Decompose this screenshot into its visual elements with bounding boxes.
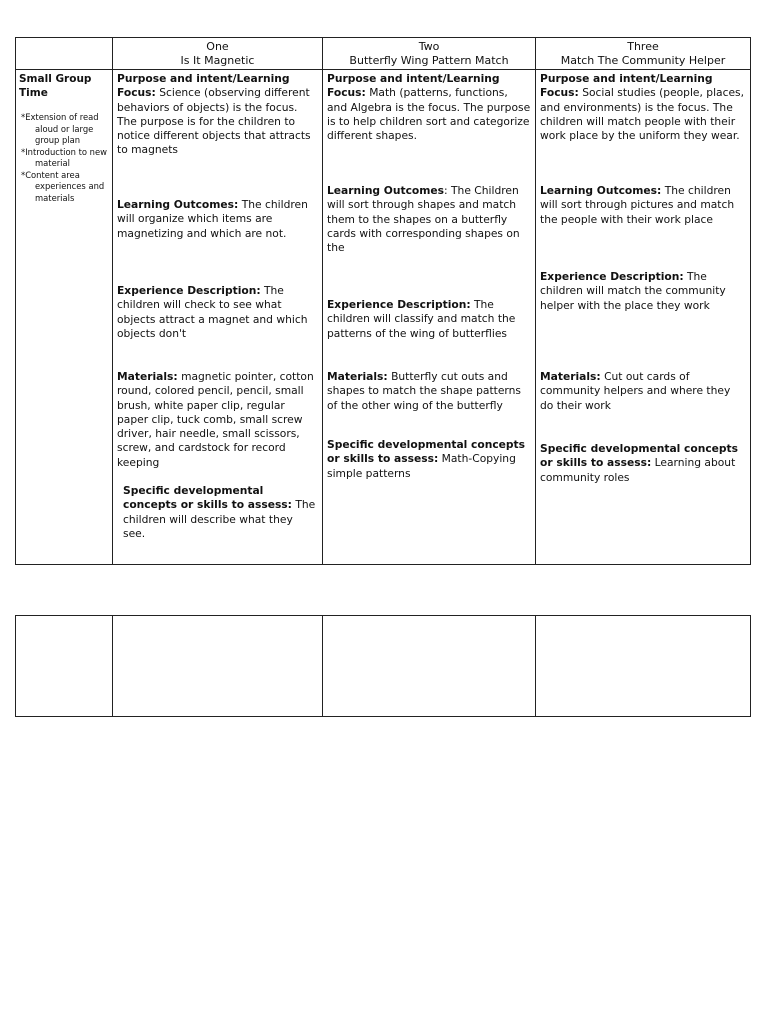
side-note: *Introduction to new material [21, 146, 107, 168]
outcomes-text: : The Children will sort through shapes and match them to the shapes on a butterfly cards with corresponding shapes on the [327, 184, 520, 255]
header-cell-one [113, 38, 323, 70]
purpose-section [327, 72, 531, 184]
experience-section [540, 270, 746, 370]
activity-title: Is It Magnetic [180, 54, 255, 67]
materials-label: Materials: [327, 370, 388, 383]
day-number: Three [627, 40, 659, 53]
outcomes-section [117, 198, 318, 284]
materials-label: Materials: [117, 370, 178, 383]
day-number: One [206, 40, 229, 53]
materials-section [540, 370, 746, 442]
materials-section [327, 370, 531, 438]
side-notes-list [19, 112, 108, 204]
blank-row [16, 616, 751, 717]
experience-label: Experience Description: [117, 284, 261, 297]
header-cell-two [323, 38, 536, 70]
outcomes-section [327, 184, 531, 298]
blank-cell [113, 616, 323, 717]
outcomes-label: Learning Outcomes [327, 184, 445, 197]
blank-cell [323, 616, 536, 717]
blank-cell [16, 616, 113, 717]
side-note: *Content area experiences and materials [21, 169, 105, 203]
blank-table [15, 615, 751, 717]
materials-text: Cut out cards of community helpers and where they do their work [540, 370, 731, 412]
experience-text: The children will classify and match the patterns of the wing of butterflies [327, 298, 516, 340]
header-cell-three [536, 38, 751, 70]
purpose-text: Math (patterns, functions, and Algebra is the focus. The purpose is to help children sort and categorize different shapes. [327, 86, 531, 143]
purpose-text: Social studies (people, places, and environments) is the focus. The children will match people with their work place by the uniform they wear. [540, 86, 745, 143]
materials-text: magnetic pointer, cotton round, colored pencil, pencil, small brush, white paper clip, regular paper clip, tuck comb, small screw driver, hair needle, small scissors, screw, and cardstock for record keeping [117, 370, 314, 469]
concepts-text: The children will describe what they see. [123, 498, 316, 540]
purpose-label: Purpose and intent/Learning Focus: [540, 72, 713, 100]
experience-label: Experience Description: [540, 270, 684, 283]
concepts-section [540, 442, 746, 485]
materials-section [117, 370, 318, 484]
concepts-text: Learning about community roles [540, 456, 736, 484]
experience-label: Experience Description: [327, 298, 471, 311]
outcomes-label: Learning Outcomes: [540, 184, 662, 197]
day-number: Two [418, 40, 440, 53]
lesson-plan-table [15, 37, 751, 565]
activity-cell-one [113, 70, 323, 565]
activity-title: Butterfly Wing Pattern Match [349, 54, 509, 67]
experience-text: The children will check to see what objects attract a magnet and which objects don't [117, 284, 308, 340]
purpose-label: Purpose and intent/Learning Focus: [117, 72, 290, 100]
activity-cell-three [536, 70, 751, 565]
purpose-text: Science (observing different behaviors of objects) is the focus. The purpose is for the children to notice different objects that attracts to magnets [117, 86, 311, 157]
side-title-line1: Small Group [19, 73, 92, 85]
materials-text: Butterfly cut outs and shapes to match the shape patterns of the other wing of the butterfly [327, 370, 521, 412]
header-corner-cell [16, 38, 113, 70]
side-note: *Extension of read aloud or large group plan [21, 112, 99, 145]
outcomes-section [540, 184, 746, 270]
experience-section [327, 298, 531, 370]
outcomes-label: Learning Outcomes: [117, 198, 239, 211]
experience-text: The children will match the community helper with the place they work [540, 270, 726, 312]
header-row [16, 38, 751, 70]
concepts-label: Specific developmental concepts or skills to assess: [123, 484, 292, 512]
side-title-line2: Time [19, 87, 48, 99]
outcomes-text: The children will sort through pictures and match the people with their work place [540, 184, 735, 226]
small-group-row [16, 70, 751, 565]
purpose-section [117, 72, 318, 198]
experience-section [117, 284, 318, 370]
materials-label: Materials: [540, 370, 601, 383]
concepts-section [117, 484, 318, 541]
concepts-section [327, 438, 531, 481]
activity-title: Match The Community Helper [560, 54, 726, 67]
concepts-text: Math-Copying simple patterns [327, 452, 516, 480]
activity-cell-two [323, 70, 536, 565]
purpose-label: Purpose and intent/Learning Focus: [327, 72, 500, 100]
outcomes-text: The children will organize which items are magnetizing and which are not. [117, 198, 308, 240]
concepts-label: Specific developmental concepts or skills to assess: [540, 442, 739, 470]
purpose-section [540, 72, 746, 184]
blank-cell [536, 616, 751, 717]
side-label-cell [16, 70, 113, 565]
concepts-label: Specific developmental concepts or skills to assess: [327, 438, 526, 466]
